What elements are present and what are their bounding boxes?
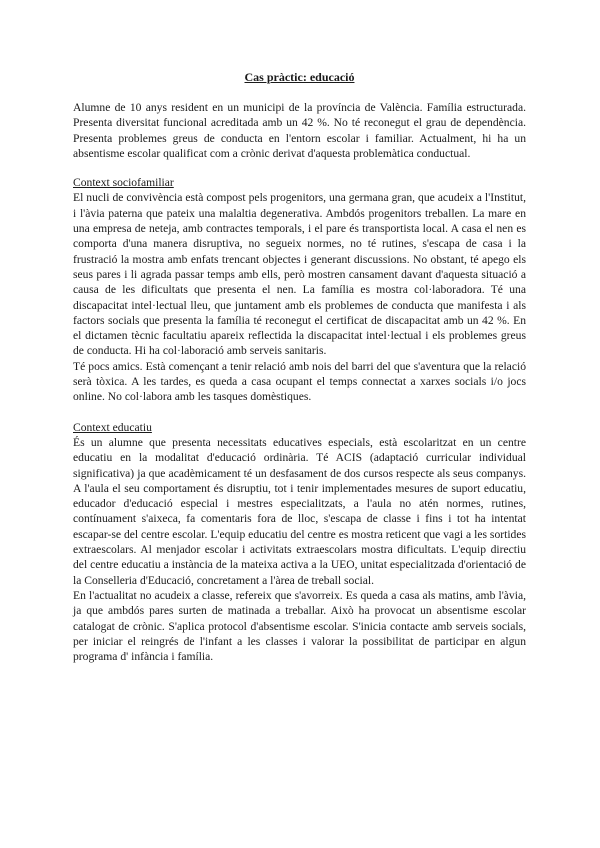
section-paragraph: En l'actualitat no acudeix a classe, refereix que s'avorreix. Es queda a casa als matins, amb l'àvia, ja que ambdós pares surten de matinada a treballar. Això ha provocat un absentisme escolar catalogat de crònic. S'aplica protocol d'absentisme escolar. S'inicia contacte amb serveis socials, per iniciar el reingrés de l'infant a les classes i valorar la possibilitat de participar en algun programa d' infància i família. <box>73 588 526 664</box>
document-page <box>73 70 526 664</box>
intro-paragraph: Alumne de 10 anys resident en un municipi de la província de València. Família estructurada. Presenta diversitat funcional acreditada amb un 42 %. No té reconegut el grau de dependència. Presenta problemes greus de conducta en l'entorn escolar i familiar. Actualment, hi ha un absentisme escolar qualificat com a crònic derivat d'aquesta problemàtica conductual. <box>73 101 526 160</box>
section-paragraph: Té pocs amics. Està començant a tenir relació amb nois del barri del que s'aventura que la relació serà tòxica. A les tardes, es queda a casa ocupant el temps connectat a xarxes socials i/o jocs online. No col·labora amb les tasques domèstiques. <box>73 359 526 404</box>
section-paragraph: És un alumne que presenta necessitats educatives especials, està escolaritzat en un centre educatiu en la modalitat d'educació ordinària. Té ACIS (adaptació curricular individual significativa) ja que acadèmicament té un desfasament de dos cursos respecte als seus companys. A l'aula el seu comportament és disruptiu, tot i tenir implementades mesures de suport educatiu, educador d'educació especial i mestres especialitzats, a l'aula no atén normes, rutines, contínuament s'aixeca, fa comentaris fora de lloc, s'escapa de classe i fins i tot ha intentat escapar-se del centre escolar. L'equip educatiu del centre es mostra reticent que vagi a les sortides extraescolars. Al menjador escolar i activitats extraescolars mostra dificultats. L'equip directiu del centre educatiu a instància de la mateixa activa a la UEO, unitat especialitzada d'orientació de la Conselleria d'Educació, concretament a l'àrea de treball social. <box>73 435 526 587</box>
section-educatiu <box>73 420 526 665</box>
section-sociofamiliar <box>73 175 526 404</box>
document-title: Cas pràctic: educació <box>244 70 355 84</box>
section-paragraph: El nucli de convivència està compost pels progenitors, una germana gran, que acudeix a l'Institut, i l'àvia paterna que pateix una malaltia degenerativa. Ambdós progenitors treballen. La mare en una empresa de neteja, amb contractes temporals, i el pare és transportista local. A casa el nen es comporta d'una manera disruptiva, no segueix normes, no té rutines, s'escapa de casa i la frustració la mostra amb enfats trencant objectes i generant discussions. No obstant, té apego els seus pares i li agrada passar temps amb ells, però mostren cansament davant d'aquesta situació a causa de les dificultats que presenta el nen. La família es mostra col·laboradora. Té una discapacitat intel·lectual lleu, que juntament amb els problemes de conducta que manifesta i als factors socials que presenta la família té reconegut el certificat de discapacitat amb un 42 %. En el dictamen tècnic facultatiu apareix reflectida la discapacitat intel·lectual i els problemes greus de conducta. Hi ha col·laboració amb serveis sanitaris. <box>73 191 526 358</box>
section-heading: Context educatiu <box>73 420 152 434</box>
section-heading: Context sociofamiliar <box>73 176 174 190</box>
spacer <box>73 161 526 175</box>
spacer <box>73 405 526 420</box>
